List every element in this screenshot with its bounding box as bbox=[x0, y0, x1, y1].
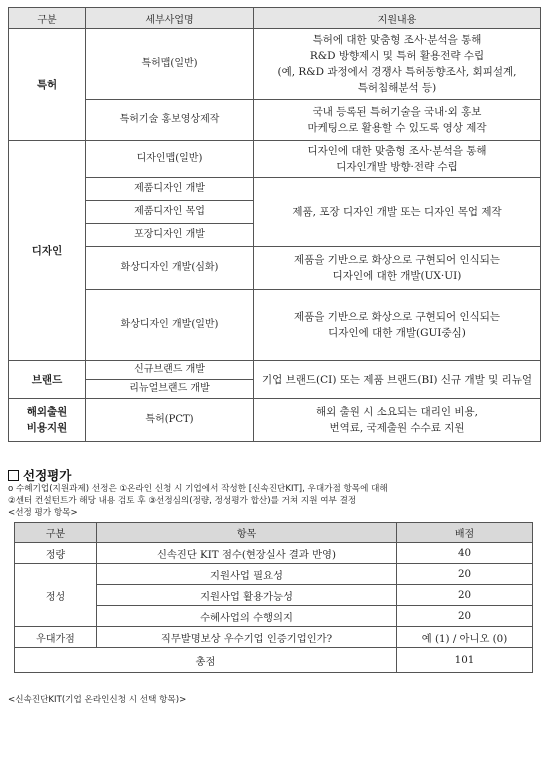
section-title-text: 선정평가 bbox=[23, 468, 72, 483]
category-line: 해외출원 bbox=[26, 406, 68, 418]
section-title bbox=[8, 466, 71, 484]
project-name: 화상디자인 개발(일반) bbox=[86, 290, 254, 361]
eval-item: 신속진단 KIT 점수(현장실사 결과 반영) bbox=[97, 543, 397, 564]
content-line: R&D 방향제시 및 특허 활용전략 수립 bbox=[309, 50, 485, 62]
support-content bbox=[254, 141, 541, 178]
header-content: 지원내용 bbox=[254, 8, 541, 29]
category-line: 비용지원 bbox=[26, 422, 68, 434]
table-row bbox=[9, 247, 541, 290]
content-line: 디자인에 대한 개발(UX·UI) bbox=[332, 270, 462, 282]
category-overseas bbox=[9, 399, 86, 442]
content-line: 제품을 기반으로 화상으로 구현되어 인식되는 bbox=[293, 311, 501, 323]
support-content bbox=[254, 29, 541, 100]
eval-table-header bbox=[15, 523, 533, 543]
project-name: 포장디자인 개발 bbox=[86, 224, 254, 247]
content-line: 특허침해분석 등) bbox=[357, 82, 437, 94]
table-row bbox=[9, 290, 541, 361]
eval-description-line: ②센터 컨설턴트가 해당 내용 검토 후 ③선정심의(정량, 정성평가 합산)를 거쳐 지원 여부 결정 bbox=[8, 496, 357, 506]
eval-item: 직무발명보상 우수기업 인증기업인가? bbox=[97, 627, 397, 648]
square-bullet-icon bbox=[8, 470, 19, 481]
table-row bbox=[15, 648, 533, 673]
table-row bbox=[9, 29, 541, 100]
support-content: 제품, 포장 디자인 개발 또는 디자인 목업 제작 bbox=[254, 178, 541, 247]
support-content bbox=[254, 100, 541, 141]
table-row bbox=[9, 100, 541, 141]
project-name: 디자인맵(일반) bbox=[86, 141, 254, 178]
content-line: (예, R&D 과정에서 경쟁사 특허동향조사, 회피설계, bbox=[277, 66, 517, 78]
eval-item: 지원사업 필요성 bbox=[97, 564, 397, 585]
support-content bbox=[254, 290, 541, 361]
table-row bbox=[9, 141, 541, 178]
eval-category: 우대가점 bbox=[15, 627, 97, 648]
project-name: 화상디자인 개발(심화) bbox=[86, 247, 254, 290]
project-name: 신규브랜드 개발 bbox=[86, 361, 254, 380]
eval-score: 예 (1) / 아니오 (0) bbox=[397, 627, 533, 648]
support-content: 기업 브랜드(CI) 또는 제품 브랜드(BI) 신규 개발 및 리뉴얼 bbox=[254, 361, 541, 399]
support-program-table bbox=[8, 7, 541, 442]
eval-score: 40 bbox=[397, 543, 533, 564]
content-line: 제품을 기반으로 화상으로 구현되어 인식되는 bbox=[293, 254, 501, 266]
eval-score: 20 bbox=[397, 585, 533, 606]
total-score: 101 bbox=[397, 648, 533, 673]
eval-score: 20 bbox=[397, 606, 533, 627]
content-line: 국내 등록된 특허기술을 국내·외 홍보 bbox=[312, 106, 482, 118]
category-design: 디자인 bbox=[9, 141, 86, 361]
category-patent: 특허 bbox=[9, 29, 86, 141]
content-line: 해외 출원 시 소요되는 대리인 비용, bbox=[315, 406, 479, 418]
eval-category: 정성 bbox=[15, 564, 97, 627]
table-row bbox=[15, 564, 533, 585]
content-line: 디자인에 대한 맞춤형 조사·분석을 통해 bbox=[307, 145, 487, 157]
header-category: 구분 bbox=[15, 523, 97, 543]
header-item: 항목 bbox=[97, 523, 397, 543]
project-name: 제품디자인 개발 bbox=[86, 178, 254, 201]
project-name: 특허(PCT) bbox=[86, 399, 254, 442]
content-line: 특허에 대한 맞춤형 조사·분석을 통해 bbox=[312, 34, 482, 46]
header-category: 구분 bbox=[9, 8, 86, 29]
table-row bbox=[15, 627, 533, 648]
header-project: 세부사업명 bbox=[86, 8, 254, 29]
content-line: 마케팅으로 활용할 수 있도록 영상 제작 bbox=[307, 122, 487, 134]
category-brand: 브랜드 bbox=[9, 361, 86, 399]
project-name: 제품디자인 목업 bbox=[86, 201, 254, 224]
project-name: 특허기술 홍보영상제작 bbox=[86, 100, 254, 141]
eval-description-line: o 수혜기업(지원과제) 선정은 ①온라인 신청 시 기업에서 작성한 [신속진단KIT], 우대가점 항목에 대해 bbox=[8, 484, 388, 494]
support-content bbox=[254, 247, 541, 290]
table-row bbox=[9, 361, 541, 380]
total-label: 총점 bbox=[15, 648, 397, 673]
eval-score: 20 bbox=[397, 564, 533, 585]
eval-item: 지원사업 활용가능성 bbox=[97, 585, 397, 606]
table-row bbox=[9, 178, 541, 201]
evaluation-table bbox=[14, 522, 533, 673]
content-line: 디자인에 대한 개발(GUI중심) bbox=[328, 327, 466, 339]
project-name: 리뉴얼브랜드 개발 bbox=[86, 380, 254, 399]
content-line: 디자인개발 방향·전략 수립 bbox=[336, 161, 458, 173]
support-content bbox=[254, 399, 541, 442]
header-score: 배점 bbox=[397, 523, 533, 543]
eval-item: 수혜사업의 수행의지 bbox=[97, 606, 397, 627]
support-table-header bbox=[9, 8, 541, 29]
table-row bbox=[9, 399, 541, 442]
kit-footer-label: <신속진단KIT(기업 온라인신청 시 선택 항목)> bbox=[8, 695, 187, 705]
eval-items-label: <선정 평가 항목> bbox=[8, 508, 78, 518]
content-line: 번역료, 국제출원 수수료 지원 bbox=[329, 422, 465, 434]
project-name: 특허맵(일반) bbox=[86, 29, 254, 100]
table-row bbox=[15, 543, 533, 564]
eval-category: 정량 bbox=[15, 543, 97, 564]
